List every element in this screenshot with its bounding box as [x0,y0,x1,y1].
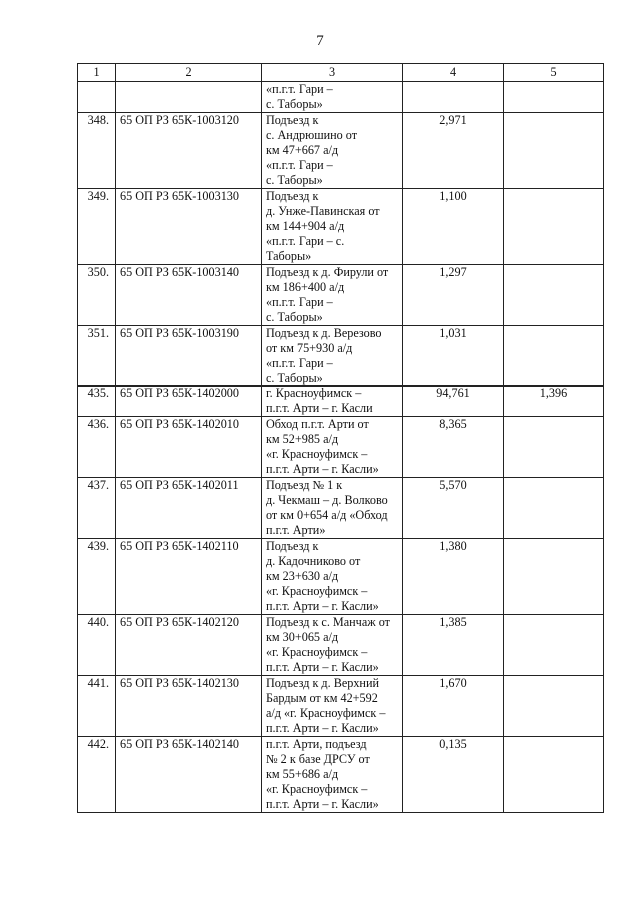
road-name-line: с. Таборы» [266,173,323,187]
road-name-line: п.г.т. Арти – г. Касли» [266,721,379,735]
road-name-line: Подъезд к д. Верхний [266,676,380,690]
table-row [78,82,604,113]
road-name-line: Обход п.г.т. Арти от [266,417,369,431]
roads-table-block-3 [77,538,604,813]
extra-value [504,82,604,113]
row-number: 437. [78,478,116,539]
road-name-line: от км 0+654 а/д «Обход [266,508,388,522]
road-name-line: км 30+065 а/д [266,630,339,644]
extra-value [504,737,604,813]
road-code: 65 ОП РЗ 65К-1402010 [116,417,262,478]
road-name-line: Подъезд к [266,189,319,203]
road-length: 0,135 [403,737,504,813]
road-name [262,82,403,113]
road-name-line: Подъезд к д. Верезово [266,326,382,340]
road-name-line: км 186+400 а/д [266,280,345,294]
road-code: 65 ОП РЗ 65К-1003120 [116,113,262,189]
row-number [78,82,116,113]
table-row [78,386,604,417]
road-name-line: № 2 к базе ДРСУ от [266,752,370,766]
table-row [78,478,604,539]
extra-value [504,615,604,676]
road-name-line: Подъезд к [266,539,319,553]
road-code: 65 ОП РЗ 65К-1402130 [116,676,262,737]
road-length: 1,670 [403,676,504,737]
road-code [116,82,262,113]
road-name-line: п.г.т. Арти, подъезд [266,737,367,751]
extra-value [504,539,604,615]
header-row [78,64,604,82]
road-name [262,189,403,265]
extra-value: 1,396 [504,386,604,417]
road-name-line: «г. Красноуфимск – [266,782,368,796]
table-row [78,615,604,676]
road-name-line: Подъезд к д. Фирули от [266,265,389,279]
row-number: 440. [78,615,116,676]
road-name-line: п.г.т. Арти – г. Касли [266,401,373,415]
road-name-line: п.г.т. Арти – г. Касли» [266,462,379,476]
road-name-line: км 144+904 а/д [266,219,345,233]
road-name [262,386,403,417]
road-length: 1,297 [403,265,504,326]
page-number: 7 [316,33,324,49]
row-number: 435. [78,386,116,417]
table-row [78,265,604,326]
road-code: 65 ОП РЗ 65К-1003140 [116,265,262,326]
road-name-line: д. Кадочниково от [266,554,361,568]
extra-value [504,326,604,387]
row-number: 349. [78,189,116,265]
road-name-line: д. Чекмаш – д. Волково [266,493,388,507]
road-name [262,113,403,189]
road-code: 65 ОП РЗ 65К-1402110 [116,539,262,615]
road-name-line: а/д «г. Красноуфимск – [266,706,386,720]
road-name-line: «г. Красноуфимск – [266,645,368,659]
table-row [78,189,604,265]
road-name-line: км 55+686 а/д [266,767,339,781]
road-name-line: п.г.т. Арти – г. Касли» [266,599,379,613]
road-name-line: «п.г.т. Гари – [266,356,333,370]
table-row [78,417,604,478]
road-length: 2,971 [403,113,504,189]
header-col-1: 1 [78,64,116,82]
row-number: 436. [78,417,116,478]
row-number: 350. [78,265,116,326]
table-row [78,737,604,813]
header-col-3: 3 [262,64,403,82]
road-name-line: Подъезд к [266,113,319,127]
road-name-line: Подъезд к с. Манчаж от [266,615,390,629]
road-length: 1,100 [403,189,504,265]
road-name-line: «п.г.т. Гари – с. [266,234,345,248]
roads-table-block-1 [77,63,604,387]
road-length: 94,761 [403,386,504,417]
road-name-line: «п.г.т. Гари – [266,158,333,172]
road-length: 5,570 [403,478,504,539]
road-length: 1,385 [403,615,504,676]
table-row [78,113,604,189]
road-name [262,326,403,387]
row-number: 441. [78,676,116,737]
extra-value [504,676,604,737]
row-number: 442. [78,737,116,813]
row-number: 439. [78,539,116,615]
road-name-line: Бардым от км 42+592 [266,691,378,705]
road-length: 8,365 [403,417,504,478]
road-code: 65 ОП РЗ 65К-1402120 [116,615,262,676]
row-number: 348. [78,113,116,189]
road-name-line: км 23+630 а/д [266,569,339,583]
road-name-line: п.г.т. Арти – г. Касли» [266,660,379,674]
header-col-5: 5 [504,64,604,82]
table-row [78,326,604,387]
road-code: 65 ОП РЗ 65К-1402140 [116,737,262,813]
road-length: 1,031 [403,326,504,387]
table-row [78,539,604,615]
extra-value [504,265,604,326]
road-name-line: п.г.т. Арти – г. Касли» [266,797,379,811]
road-name [262,478,403,539]
road-name [262,417,403,478]
road-name-line: с. Андрюшино от [266,128,358,142]
road-length [403,82,504,113]
roads-table-block-2 [77,385,604,539]
road-length: 1,380 [403,539,504,615]
road-name-line: от км 75+930 а/д [266,341,353,355]
road-name-line: «п.г.т. Гари – [266,295,333,309]
road-name-line: с. Таборы» [266,371,323,385]
header-col-2: 2 [116,64,262,82]
road-code: 65 ОП РЗ 65К-1003190 [116,326,262,387]
road-name-line: Таборы» [266,249,312,263]
table-row [78,676,604,737]
extra-value [504,113,604,189]
road-code: 65 ОП РЗ 65К-1402000 [116,386,262,417]
road-name-line: п.г.т. Арти» [266,523,326,537]
road-name-line: г. Красноуфимск – [266,386,362,400]
road-name-line: д. Унже-Павинская от [266,204,380,218]
road-name-line: «п.г.т. Гари – [266,82,333,96]
road-name-line: «г. Красноуфимск – [266,584,368,598]
road-name-line: с. Таборы» [266,310,323,324]
road-name-line: км 47+667 а/д [266,143,339,157]
road-name-line: с. Таборы» [266,97,323,111]
road-name [262,539,403,615]
extra-value [504,417,604,478]
road-name [262,615,403,676]
extra-value [504,478,604,539]
extra-value [504,189,604,265]
road-name-line: «г. Красноуфимск – [266,447,368,461]
road-name [262,737,403,813]
road-code: 65 ОП РЗ 65К-1003130 [116,189,262,265]
row-number: 351. [78,326,116,387]
road-name [262,676,403,737]
road-name-line: Подъезд № 1 к [266,478,343,492]
road-code: 65 ОП РЗ 65К-1402011 [116,478,262,539]
road-name-line: км 52+985 а/д [266,432,339,446]
header-col-4: 4 [403,64,504,82]
road-name [262,265,403,326]
